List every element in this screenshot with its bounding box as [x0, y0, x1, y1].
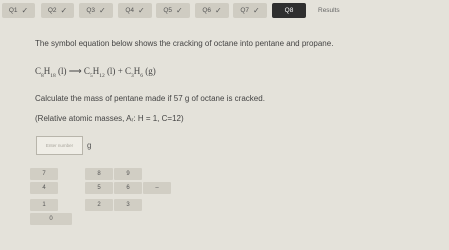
reactant-carbon-count: 8 — [41, 72, 44, 79]
product1-state: (l) — [106, 66, 116, 76]
product1-carbon-count: 5 — [89, 72, 93, 79]
reactant-state: (l) — [58, 66, 67, 76]
check-icon: ✓ — [175, 6, 183, 15]
question-tab-label: Q4 — [125, 7, 134, 14]
question-intro: The symbol equation below shows the cracking of octane into pentane and propane. — [35, 39, 334, 48]
product2-state: (g) — [145, 66, 156, 76]
question-tab-label: Q8 — [284, 7, 294, 14]
question-tab-q7[interactable] — [233, 3, 267, 18]
key-5[interactable]: 5 — [85, 182, 113, 194]
key-4[interactable]: 4 — [30, 182, 58, 194]
product2-hydrogen: H — [133, 66, 141, 76]
atomic-masses-note: (Relative atomic masses, Aᵣ: H = 1, C=12) — [35, 114, 184, 123]
check-icon: ✓ — [137, 6, 145, 15]
key-8[interactable]: 8 — [85, 168, 113, 180]
product2-hydrogen-count: 6 — [140, 72, 144, 79]
question-tab-label: Q3 — [86, 7, 95, 14]
check-icon: ✓ — [21, 6, 29, 15]
product2-carbon: C — [125, 66, 132, 76]
answer-placeholder: Enter number — [45, 143, 74, 148]
key-3[interactable]: 3 — [114, 199, 142, 211]
results-label: Results — [318, 7, 340, 14]
question-tab-q3[interactable] — [79, 3, 113, 18]
key-2[interactable]: 2 — [85, 199, 113, 211]
question-tab-q8[interactable] — [272, 3, 306, 18]
question-tab-q4[interactable] — [118, 3, 152, 18]
question-instruction: Calculate the mass of pentane made if 57 g of octane is cracked. — [35, 94, 265, 103]
key-6[interactable]: 6 — [114, 182, 142, 194]
key-1[interactable]: 1 — [30, 199, 58, 211]
key-7[interactable]: 7 — [30, 168, 58, 180]
product1-hydrogen-count: 12 — [99, 72, 105, 79]
check-icon: ✓ — [60, 6, 68, 15]
answer-unit: g — [87, 141, 92, 150]
product1-carbon: C — [83, 66, 90, 76]
question-tab-q1[interactable] — [2, 3, 35, 18]
question-tab-q5[interactable] — [156, 3, 190, 18]
plus-sign: + — [117, 66, 123, 76]
question-tab-label: Q6 — [202, 7, 211, 14]
product2-carbon-count: 3 — [131, 72, 134, 79]
question-tab-label: Q1 — [8, 7, 18, 14]
reactant-carbon: C — [35, 66, 42, 76]
question-navigation — [0, 0, 449, 22]
question-tab-label: Q2 — [47, 7, 57, 14]
key-0[interactable]: 0 — [30, 213, 72, 225]
question-tab-label: Q5 — [163, 7, 172, 14]
results-tab[interactable] — [313, 3, 363, 18]
check-icon: ✓ — [98, 6, 106, 15]
reaction-arrow-icon: ⟶ — [68, 66, 82, 76]
question-tab-q2[interactable] — [41, 3, 74, 18]
question-tab-label: Q7 — [240, 7, 249, 14]
reactant-hydrogen: H — [43, 66, 51, 76]
question-tab-q6[interactable] — [195, 3, 229, 18]
check-icon: ✓ — [252, 6, 260, 15]
key-minus[interactable]: – — [143, 182, 171, 194]
answer-input[interactable] — [36, 136, 83, 155]
key-9[interactable]: 9 — [114, 168, 142, 180]
reactant-hydrogen-count: 18 — [50, 72, 56, 79]
chemical-equation — [35, 66, 156, 79]
product1-hydrogen: H — [92, 66, 100, 76]
check-icon: ✓ — [214, 6, 222, 15]
